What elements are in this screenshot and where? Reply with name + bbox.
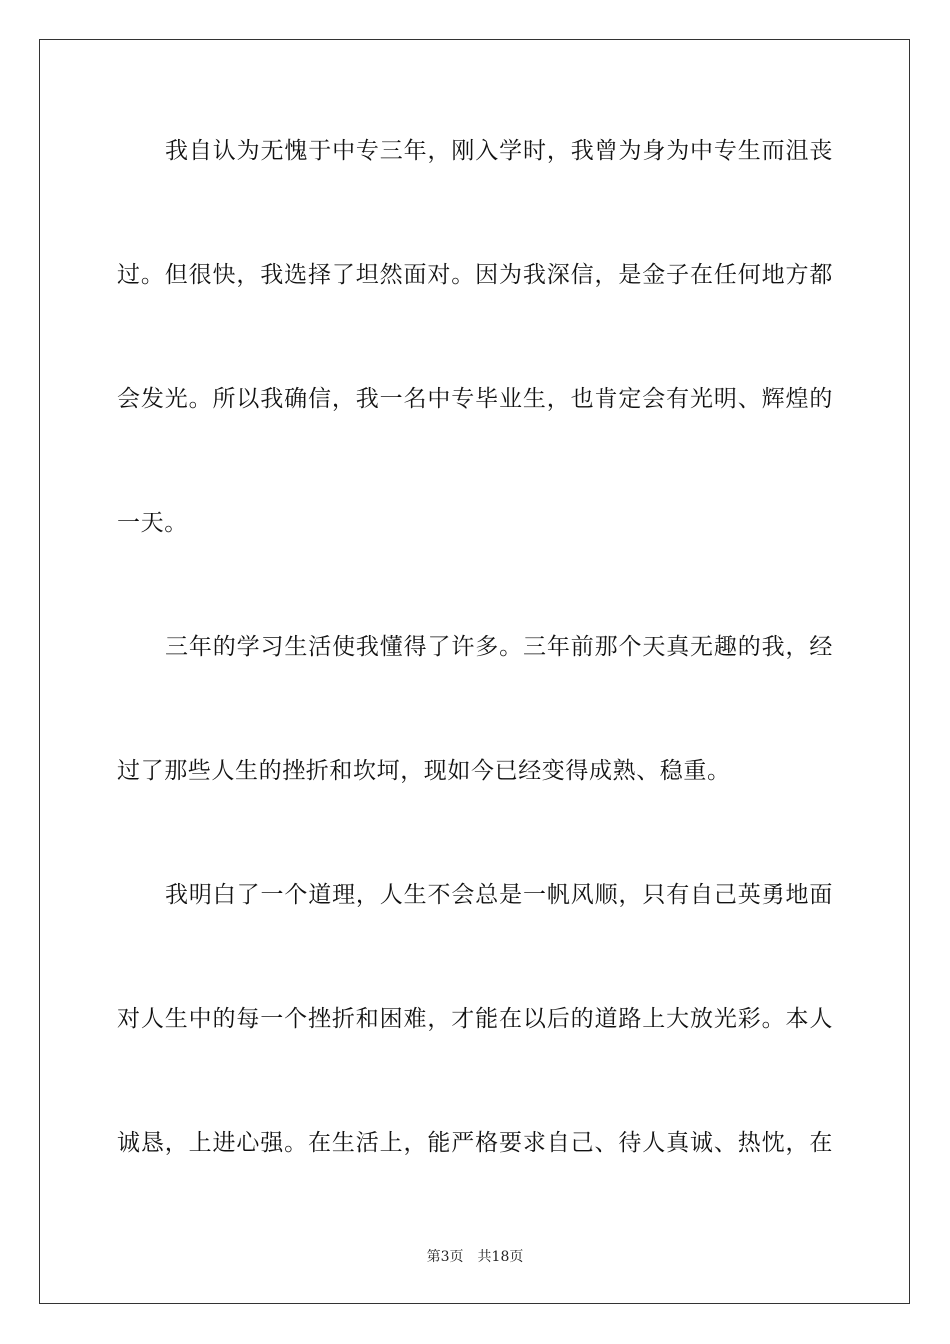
paragraph-2-line-1: 三年的学习生活使我懂得了许多。三年前那个天真无趣的我，经 xyxy=(165,634,833,660)
paragraph-3-line-2: 对人生中的每一个挫折和困难，才能在以后的道路上大放光彩。本人 xyxy=(117,1006,833,1032)
page-number: 第3页 xyxy=(426,1249,464,1265)
paragraph-1-line-3: 会发光。所以我确信，我一名中专毕业生，也肯定会有光明、辉煌的 xyxy=(117,386,833,412)
paragraph-3-line-1: 我明白了一个道理，人生不会总是一帆风顺，只有自己英勇地面 xyxy=(165,882,833,908)
page-footer xyxy=(0,1248,950,1266)
paragraph-1-line-1: 我自认为无愧于中专三年，刚入学时，我曾为身为中专生而沮丧 xyxy=(165,138,833,164)
paragraph-1-line-2: 过。但很快，我选择了坦然面对。因为我深信，是金子在任何地方都 xyxy=(117,262,833,288)
paragraph-3-line-3: 诚恳，上进心强。在生活上，能严格要求自己、待人真诚、热忱，在 xyxy=(117,1130,833,1156)
paragraph-2-line-2: 过了那些人生的挫折和坎坷，现如今已经变得成熟、稳重。 xyxy=(117,758,731,784)
page-frame xyxy=(39,39,910,1304)
paragraph-1-line-4: 一天。 xyxy=(117,510,188,536)
page-total: 共18页 xyxy=(477,1249,524,1265)
